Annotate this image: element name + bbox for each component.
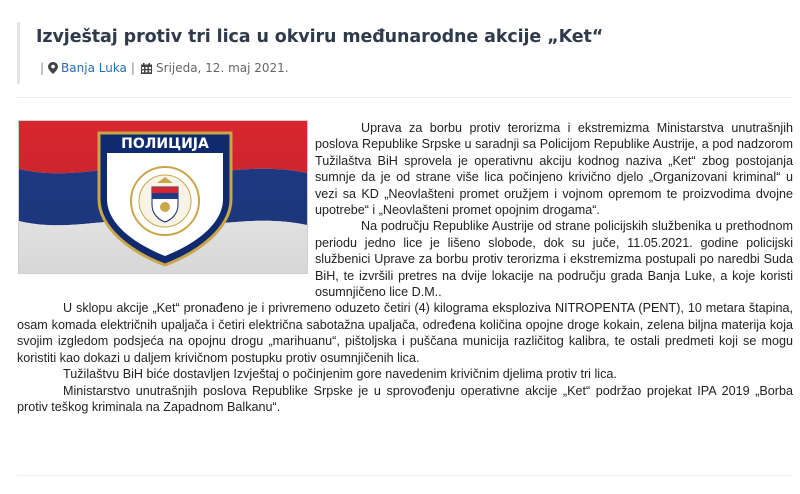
map-pin-icon	[48, 62, 58, 74]
article-date: Srijeda, 12. maj 2021.	[155, 61, 289, 75]
paragraph: U sklopu akcije „Ket“ pronađeno je i privremeno oduzeto četiri (4) kilograma eksploziva NITROPENTA (PENT), 10 metara štapina, osam komada električnih upaljača i četiri električna sabotažna upaljača, određena količina opojne droge kokain, zelena biljna materija koja svojim izgledom podsjeća na opojnu drogu „marihuanu“, pištoljska i puščana municija različitog kalibra, te ostali predmeti koji se mogu koristiti kao dokazi u daljem krivičnom postupku protiv osumnjičenih lica.	[17, 301, 793, 365]
location-link[interactable]: Banja Luka	[61, 61, 127, 75]
paragraph: Tužilaštvu BiH biće dostavljen Izvještaj o počinjenim gore navedenim krivičnim djelima protiv tri lica.	[63, 367, 617, 382]
article-title: Izvještaj protiv tri lica u okviru međunarodne akcije „Ket“	[36, 27, 604, 47]
badge-text: ПОЛИЦИЈА	[121, 136, 209, 152]
paragraph: Uprava za borbu protiv terorizma i ekstremizma Ministarstva unutrašnjih poslova Republike Srpske u saradnji sa Policijom Republike Austrije, a pod nadzorom Tužilaštva BiH sprovela je operativnu akciju kodnog naziva „Ket“ zbog postojanja sumnje da je od strane više lica počinjeno krivično djelo „Organizovani kriminal“ u vezi sa KD „Neovlašteni promet oružjem i vojnom opremom te proizvodima dvojne upotrebe“ i „Neovlašteni promet opojnim drogama“.	[315, 121, 793, 218]
article-meta	[36, 61, 289, 75]
footer-divider	[17, 475, 793, 476]
meta-separator: |	[130, 61, 135, 75]
paragraph: Na području Republike Austrije od strane policijskih službenika u prethodnom periodu jedno lice je lišeno slobode, dok su juče, 11.05.2021. godine policijski službenici Uprave za borbu protiv terorizma i ekstremizma postupali po naredbi Suda BiH, te izvršili pretres na dvije lokacije na području grada Banja Luke, a koje koristi osumnjičeno lice D.M..	[315, 219, 793, 300]
calendar-icon	[141, 63, 152, 74]
header-divider	[17, 97, 793, 98]
article-body	[17, 120, 793, 415]
paragraph: Ministarstvo unutrašnjih poslova Republike Srpske je u sprovođenju operativne akcije „Ket“ podržao projekat IPA 2019 „Borba protiv teškog kriminala na Zapadnom Balkanu“.	[17, 383, 793, 414]
article-header	[17, 22, 796, 84]
image-float-spacer	[17, 120, 307, 290]
meta-separator: |	[40, 61, 45, 75]
